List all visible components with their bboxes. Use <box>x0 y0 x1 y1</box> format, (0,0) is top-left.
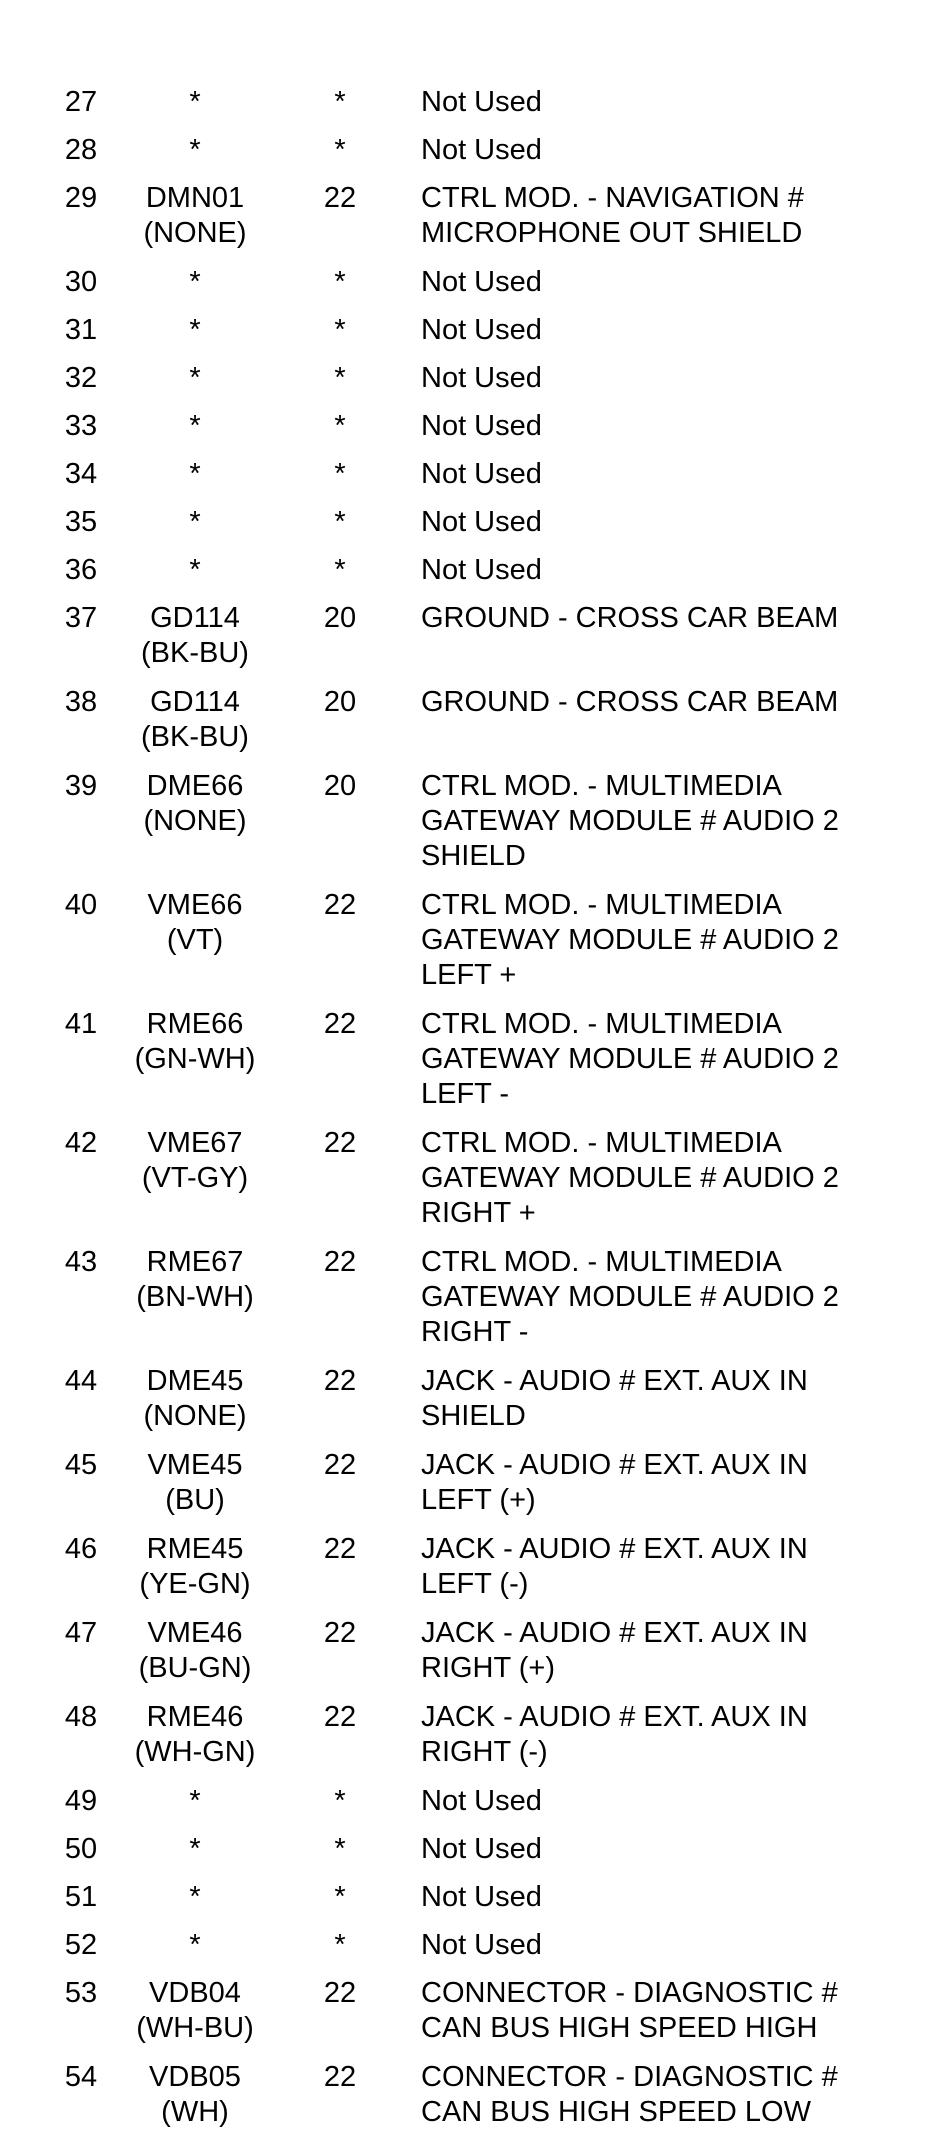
pin-number: 35 <box>64 506 98 538</box>
function-cell <box>421 685 941 720</box>
function-cell <box>421 1007 941 1112</box>
table-row <box>0 265 951 313</box>
function-line: GROUND - CROSS CAR BEAM <box>421 602 839 634</box>
table-row <box>0 361 951 409</box>
wire-gauge: * <box>334 410 346 442</box>
wire-gauge: 22 <box>323 1449 357 1481</box>
table-row <box>0 85 951 133</box>
table-row <box>0 1245 951 1364</box>
pin-number: 43 <box>64 1246 98 1278</box>
circuit-cell <box>120 888 270 958</box>
function-line: JACK - AUDIO # EXT. AUX IN <box>421 1365 808 1397</box>
circuit-cell <box>120 505 270 540</box>
table-row <box>0 181 951 265</box>
function-cell <box>421 313 941 348</box>
wire-gauge: * <box>334 1833 346 1865</box>
function-line: Not Used <box>421 554 542 586</box>
pin-number: 31 <box>64 314 98 346</box>
pin-number: 46 <box>64 1533 98 1565</box>
circuit-cell <box>120 685 270 755</box>
connector-pin-table <box>0 85 951 2144</box>
function-cell <box>421 888 941 993</box>
circuit-cell <box>120 601 270 671</box>
table-row <box>0 1832 951 1880</box>
table-row <box>0 133 951 181</box>
function-line: Not Used <box>421 86 542 118</box>
wire-color: (BU) <box>165 1484 225 1516</box>
pin-number: 37 <box>64 602 98 634</box>
circuit-cell <box>120 553 270 588</box>
circuit-id: RME67 <box>146 1246 244 1278</box>
circuit-id: GD114 <box>150 686 240 718</box>
circuit-cell <box>120 1928 270 1963</box>
pin-number: 28 <box>64 134 98 166</box>
function-line: LEFT + <box>421 959 517 991</box>
function-line: GATEWAY MODULE # AUDIO 2 <box>421 1162 839 1194</box>
circuit-id: * <box>189 1833 201 1865</box>
wire-gauge: 22 <box>323 1365 357 1397</box>
wire-gauge: * <box>334 134 346 166</box>
circuit-id: GD114 <box>150 602 240 634</box>
function-line: JACK - AUDIO # EXT. AUX IN <box>421 1533 808 1565</box>
circuit-id: VME45 <box>147 1449 243 1481</box>
circuit-cell <box>120 1784 270 1819</box>
circuit-cell <box>120 1364 270 1434</box>
circuit-cell <box>120 1245 270 1315</box>
wire-gauge: * <box>334 314 346 346</box>
circuit-id: DMN01 <box>145 182 245 214</box>
function-cell <box>421 1976 941 2046</box>
function-line: RIGHT (-) <box>421 1736 548 1768</box>
function-cell <box>421 2060 941 2130</box>
function-line: GATEWAY MODULE # AUDIO 2 <box>421 1043 839 1075</box>
pin-number: 38 <box>64 686 98 718</box>
wire-color: (VT) <box>166 924 224 956</box>
function-cell <box>421 133 941 168</box>
circuit-cell <box>120 361 270 396</box>
table-row <box>0 1532 951 1616</box>
circuit-id: * <box>189 458 201 490</box>
table-row <box>0 2060 951 2144</box>
wire-gauge: 22 <box>323 1246 357 1278</box>
function-line: Not Used <box>421 1881 542 1913</box>
function-line: Not Used <box>421 410 542 442</box>
function-cell <box>421 769 941 874</box>
circuit-id: * <box>189 410 201 442</box>
function-line: LEFT (-) <box>421 1568 529 1600</box>
table-row <box>0 553 951 601</box>
pin-number: 34 <box>64 458 98 490</box>
function-line: Not Used <box>421 1785 542 1817</box>
function-line: Not Used <box>421 1929 542 1961</box>
function-line: LEFT (+) <box>421 1484 536 1516</box>
function-cell <box>421 1364 941 1434</box>
circuit-id: VME46 <box>147 1617 243 1649</box>
circuit-cell <box>120 1126 270 1196</box>
circuit-id: RME46 <box>146 1701 244 1733</box>
function-cell <box>421 1245 941 1350</box>
table-row <box>0 313 951 361</box>
function-cell <box>421 457 941 492</box>
function-line: JACK - AUDIO # EXT. AUX IN <box>421 1449 808 1481</box>
pin-number: 42 <box>64 1127 98 1159</box>
circuit-cell <box>120 457 270 492</box>
circuit-cell <box>120 1532 270 1602</box>
function-cell <box>421 409 941 444</box>
pin-number: 53 <box>64 1977 98 2009</box>
function-line: CAN BUS HIGH SPEED LOW <box>421 2096 811 2128</box>
circuit-id: RME45 <box>146 1533 244 1565</box>
circuit-id: * <box>189 1785 201 1817</box>
circuit-cell <box>120 313 270 348</box>
function-cell <box>421 553 941 588</box>
function-line: Not Used <box>421 266 542 298</box>
wire-color: (BU-GN) <box>138 1652 252 1684</box>
wire-color: (BK-BU) <box>141 637 249 669</box>
function-line: GROUND - CROSS CAR BEAM <box>421 686 839 718</box>
function-cell <box>421 1700 941 1770</box>
function-cell <box>421 1126 941 1231</box>
function-line: SHIELD <box>421 1400 526 1432</box>
wire-gauge: 22 <box>323 1977 357 2009</box>
table-row <box>0 1364 951 1448</box>
wire-gauge: * <box>334 266 346 298</box>
function-line: CAN BUS HIGH SPEED HIGH <box>421 2012 818 2044</box>
function-line: GATEWAY MODULE # AUDIO 2 <box>421 805 839 837</box>
wire-gauge: 22 <box>323 182 357 214</box>
wire-color: (VT-GY) <box>141 1162 249 1194</box>
circuit-cell <box>120 1007 270 1077</box>
circuit-id: RME66 <box>146 1008 244 1040</box>
circuit-id: * <box>189 1929 201 1961</box>
table-row <box>0 505 951 553</box>
function-line: JACK - AUDIO # EXT. AUX IN <box>421 1701 808 1733</box>
circuit-id: * <box>189 266 201 298</box>
circuit-cell <box>120 1700 270 1770</box>
pin-number: 39 <box>64 770 98 802</box>
circuit-cell <box>120 1448 270 1518</box>
circuit-id: VDB05 <box>149 2061 241 2093</box>
wire-gauge: 20 <box>323 602 357 634</box>
function-line: CTRL MOD. - MULTIMEDIA <box>421 770 782 802</box>
circuit-id: * <box>189 86 201 118</box>
circuit-id: * <box>189 506 201 538</box>
circuit-cell <box>120 265 270 300</box>
table-row <box>0 1007 951 1126</box>
circuit-id: DME66 <box>146 770 244 802</box>
function-cell <box>421 181 941 251</box>
function-line: CTRL MOD. - NAVIGATION # <box>421 182 804 214</box>
function-line: CONNECTOR - DIAGNOSTIC # <box>421 1977 838 2009</box>
circuit-id: * <box>189 554 201 586</box>
function-line: MICROPHONE OUT SHIELD <box>421 217 803 249</box>
function-line: GATEWAY MODULE # AUDIO 2 <box>421 1281 839 1313</box>
table-row <box>0 685 951 769</box>
wire-color: (WH-GN) <box>134 1736 256 1768</box>
pin-number: 32 <box>64 362 98 394</box>
table-row <box>0 1126 951 1245</box>
pin-number: 51 <box>64 1881 98 1913</box>
wire-color: (YE-GN) <box>139 1568 251 1600</box>
function-line: RIGHT (+) <box>421 1652 555 1684</box>
circuit-cell <box>120 1616 270 1686</box>
table-row <box>0 1448 951 1532</box>
wire-color: (WH-BU) <box>136 2012 254 2044</box>
wire-color: (WH) <box>161 2096 229 2128</box>
wire-gauge: * <box>334 506 346 538</box>
circuit-cell <box>120 85 270 120</box>
function-cell <box>421 1832 941 1867</box>
function-cell <box>421 85 941 120</box>
wire-color: (BN-WH) <box>136 1281 254 1313</box>
circuit-cell <box>120 133 270 168</box>
wire-gauge: 20 <box>323 686 357 718</box>
circuit-cell <box>120 1880 270 1915</box>
pin-number: 45 <box>64 1449 98 1481</box>
table-row <box>0 1880 951 1928</box>
function-cell <box>421 1784 941 1819</box>
table-row <box>0 601 951 685</box>
pin-number: 49 <box>64 1785 98 1817</box>
wire-color: (BK-BU) <box>141 721 249 753</box>
circuit-id: * <box>189 1881 201 1913</box>
pin-number: 30 <box>64 266 98 298</box>
function-cell <box>421 601 941 636</box>
pin-number: 48 <box>64 1701 98 1733</box>
circuit-id: VDB04 <box>149 1977 241 2009</box>
function-cell <box>421 505 941 540</box>
function-cell <box>421 1616 941 1686</box>
table-row <box>0 769 951 888</box>
function-line: LEFT - <box>421 1078 510 1110</box>
circuit-id: * <box>189 362 201 394</box>
pin-number: 29 <box>64 182 98 214</box>
table-row <box>0 1700 951 1784</box>
circuit-cell <box>120 1832 270 1867</box>
circuit-id: DME45 <box>146 1365 244 1397</box>
function-cell <box>421 265 941 300</box>
function-line: Not Used <box>421 314 542 346</box>
function-line: SHIELD <box>421 840 526 872</box>
wire-gauge: 20 <box>323 770 357 802</box>
pin-number: 41 <box>64 1008 98 1040</box>
pin-number: 47 <box>64 1617 98 1649</box>
circuit-id: VME66 <box>147 889 243 921</box>
function-line: Not Used <box>421 362 542 394</box>
circuit-cell <box>120 769 270 839</box>
function-line: RIGHT - <box>421 1316 529 1348</box>
table-row <box>0 1616 951 1700</box>
pin-number: 27 <box>64 86 98 118</box>
wire-color: (NONE) <box>143 217 247 249</box>
circuit-cell <box>120 409 270 444</box>
pin-number: 44 <box>64 1365 98 1397</box>
function-line: JACK - AUDIO # EXT. AUX IN <box>421 1617 808 1649</box>
wire-color: (GN-WH) <box>134 1043 256 1075</box>
function-cell <box>421 1880 941 1915</box>
circuit-cell <box>120 181 270 251</box>
wire-gauge: * <box>334 1881 346 1913</box>
table-row <box>0 457 951 505</box>
wire-gauge: * <box>334 362 346 394</box>
wire-gauge: 22 <box>323 889 357 921</box>
wire-gauge: 22 <box>323 1701 357 1733</box>
wire-gauge: 22 <box>323 1533 357 1565</box>
function-line: Not Used <box>421 134 542 166</box>
function-line: CONNECTOR - DIAGNOSTIC # <box>421 2061 838 2093</box>
wire-color: (NONE) <box>143 805 247 837</box>
table-row <box>0 409 951 457</box>
wire-gauge: * <box>334 1929 346 1961</box>
circuit-cell <box>120 2060 270 2130</box>
pin-number: 40 <box>64 889 98 921</box>
pin-number: 52 <box>64 1929 98 1961</box>
function-cell <box>421 1532 941 1602</box>
pin-number: 36 <box>64 554 98 586</box>
wire-gauge: 22 <box>323 1617 357 1649</box>
pin-number: 50 <box>64 1833 98 1865</box>
wire-gauge: 22 <box>323 1008 357 1040</box>
function-line: RIGHT + <box>421 1197 536 1229</box>
function-line: Not Used <box>421 458 542 490</box>
wire-gauge: * <box>334 1785 346 1817</box>
pin-number: 54 <box>64 2061 98 2093</box>
function-line: Not Used <box>421 1833 542 1865</box>
wire-gauge: * <box>334 86 346 118</box>
table-row <box>0 1976 951 2060</box>
function-line: CTRL MOD. - MULTIMEDIA <box>421 1127 782 1159</box>
wire-gauge: * <box>334 458 346 490</box>
function-line: CTRL MOD. - MULTIMEDIA <box>421 1008 782 1040</box>
pin-number: 33 <box>64 410 98 442</box>
wire-gauge: 22 <box>323 1127 357 1159</box>
circuit-id: * <box>189 314 201 346</box>
table-row <box>0 1928 951 1976</box>
function-line: GATEWAY MODULE # AUDIO 2 <box>421 924 839 956</box>
circuit-id: VME67 <box>147 1127 243 1159</box>
table-row <box>0 1784 951 1832</box>
circuit-id: * <box>189 134 201 166</box>
function-line: Not Used <box>421 506 542 538</box>
function-line: CTRL MOD. - MULTIMEDIA <box>421 889 782 921</box>
function-cell <box>421 1448 941 1518</box>
circuit-cell <box>120 1976 270 2046</box>
wire-gauge: * <box>334 554 346 586</box>
wire-color: (NONE) <box>143 1400 247 1432</box>
function-cell <box>421 361 941 396</box>
function-cell <box>421 1928 941 1963</box>
wire-gauge: 22 <box>323 2061 357 2093</box>
table-row <box>0 888 951 1007</box>
function-line: CTRL MOD. - MULTIMEDIA <box>421 1246 782 1278</box>
